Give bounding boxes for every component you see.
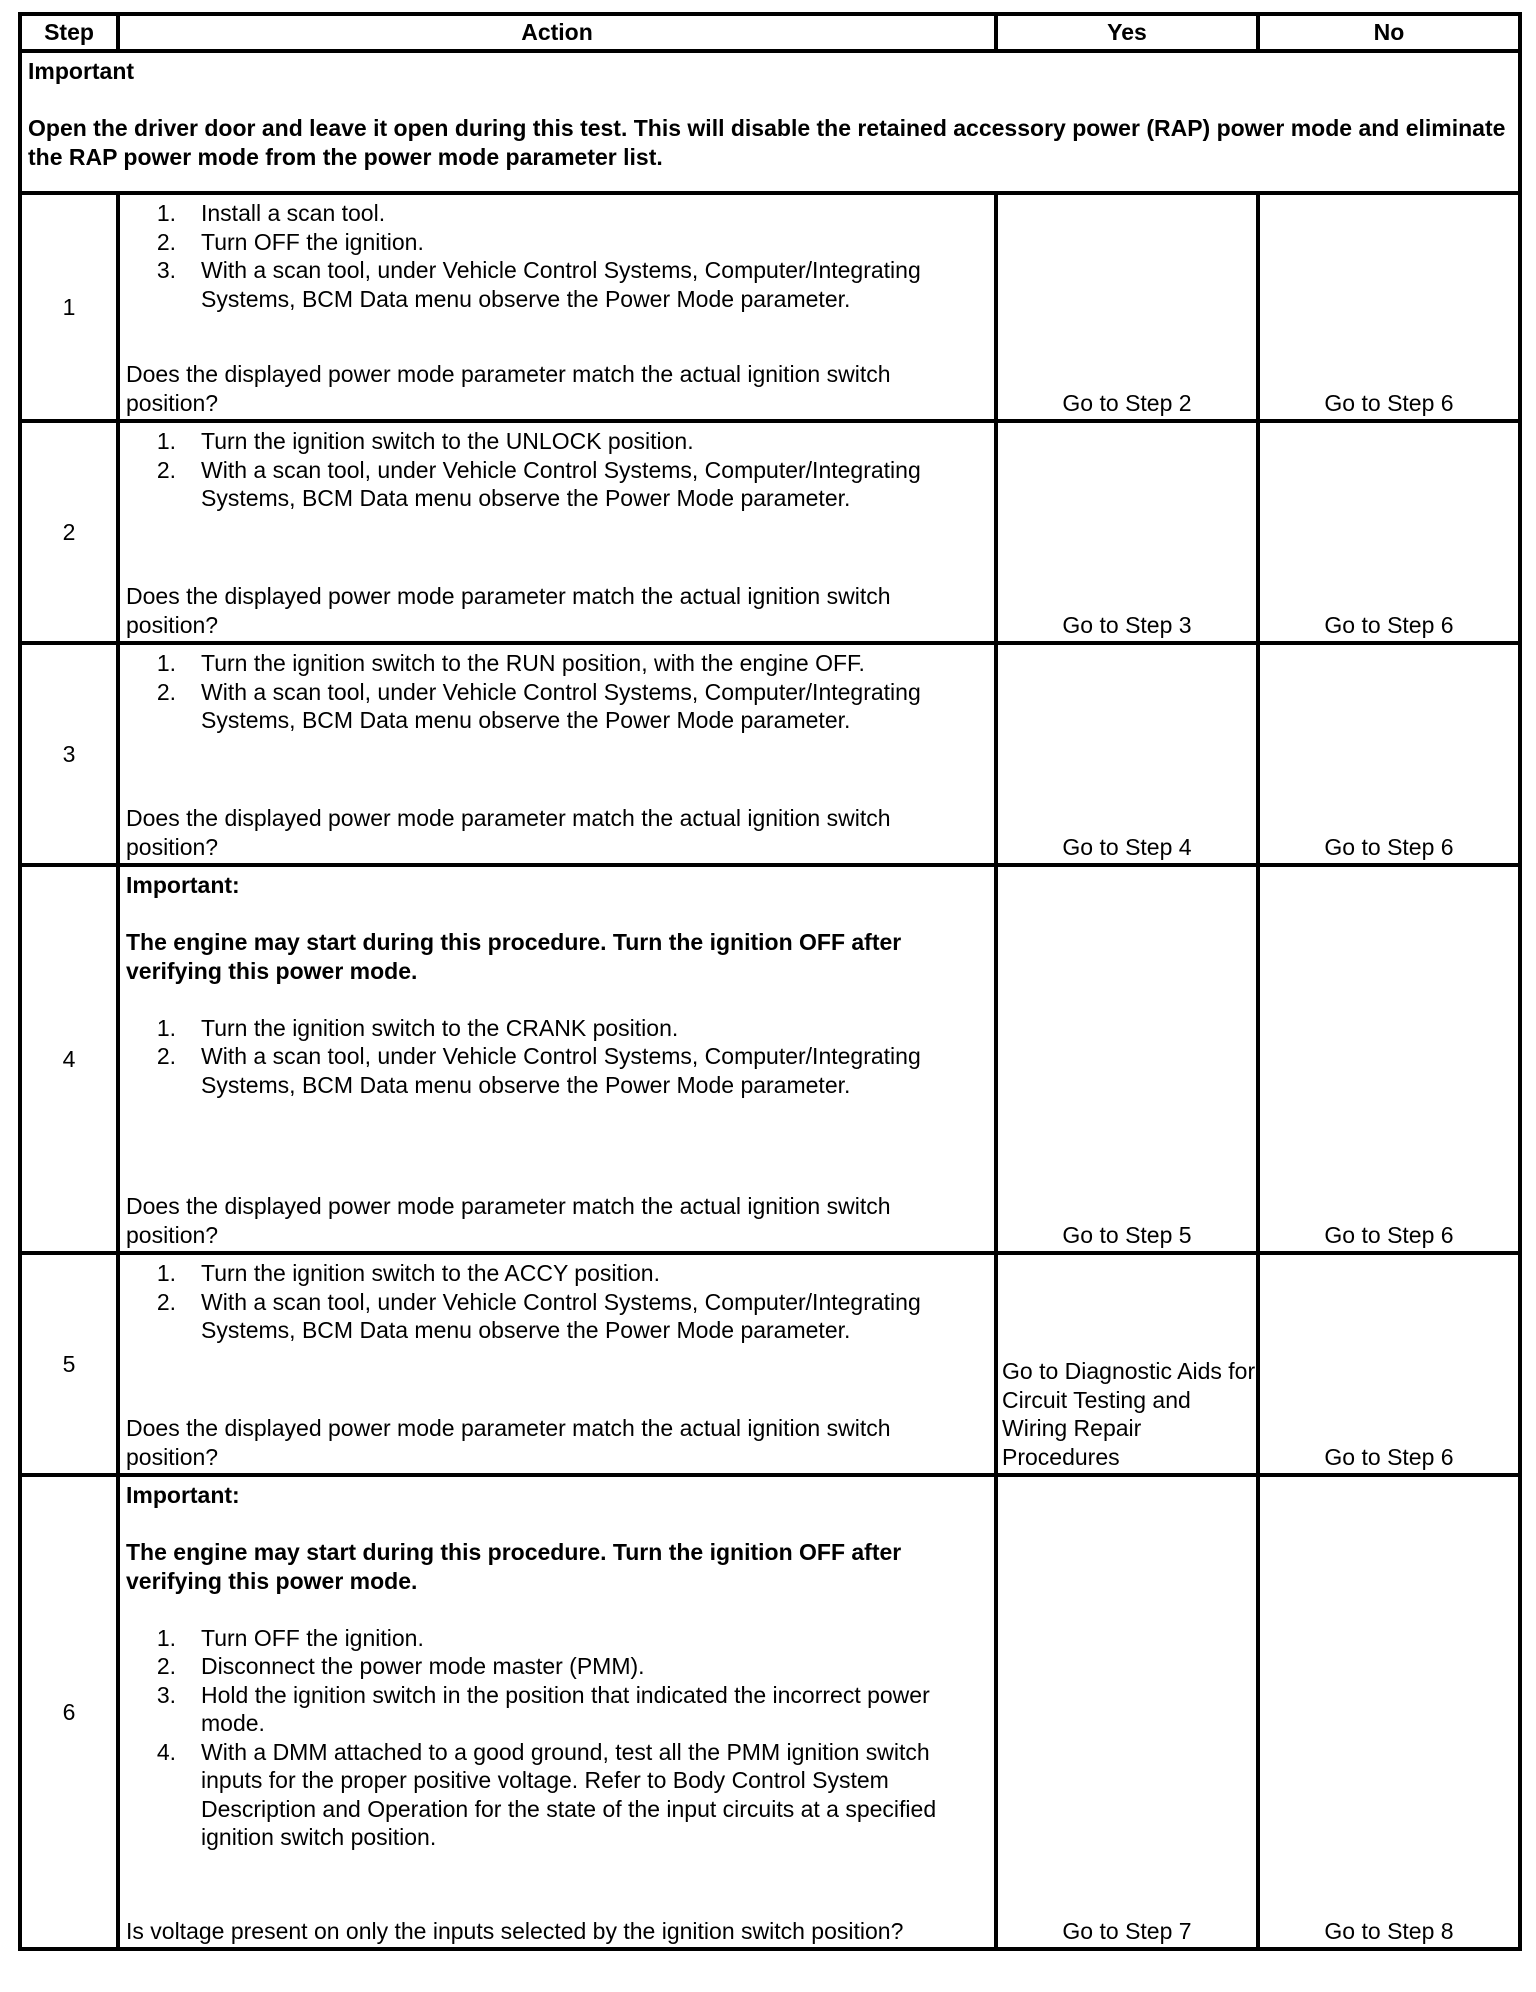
step-action bbox=[118, 193, 996, 421]
no-result: Go to Step 6 bbox=[1258, 643, 1520, 865]
no-result: Go to Step 6 bbox=[1258, 1253, 1520, 1475]
step-action bbox=[118, 1475, 996, 1949]
action-item: 1. Turn OFF the ignition. bbox=[156, 1624, 424, 1651]
action-item: 1. Turn the ignition switch to the CRANK position. bbox=[156, 1014, 679, 1041]
step-question: Does the displayed power mode parameter match the actual ignition switch position? bbox=[126, 805, 891, 860]
action-item: 1. Turn the ignition switch to the UNLOCK position. bbox=[156, 428, 694, 454]
important-title: Important: bbox=[126, 872, 240, 898]
step-row-3 bbox=[20, 643, 1520, 865]
step-number: 5 bbox=[20, 1253, 118, 1475]
action-item: 1. Install a scan tool. bbox=[156, 200, 386, 226]
diagnostic-table bbox=[18, 12, 1522, 1951]
action-item: 2. Turn OFF the ignition. bbox=[156, 228, 424, 255]
important-note-title: Important bbox=[28, 58, 135, 84]
yes-result: Go to Diagnostic Aids for Circuit Testing and Wiring Repair Procedures bbox=[996, 1253, 1258, 1475]
action-item: 1. Turn the ignition switch to the ACCY position. bbox=[156, 1260, 660, 1286]
step-number: 3 bbox=[20, 643, 118, 865]
step-row-4 bbox=[20, 865, 1520, 1253]
yes-result: Go to Step 7 bbox=[996, 1475, 1258, 1949]
step-question: Does the displayed power mode parameter match the actual ignition switch position? bbox=[126, 583, 891, 638]
step-number: 4 bbox=[20, 865, 118, 1253]
no-result: Go to Step 8 bbox=[1258, 1475, 1520, 1949]
important-title: Important: bbox=[126, 1482, 240, 1508]
step-number: 6 bbox=[20, 1475, 118, 1949]
action-item: 2. Disconnect the power mode master (PMM). bbox=[156, 1653, 645, 1679]
no-result: Go to Step 6 bbox=[1258, 193, 1520, 421]
header-action: Action bbox=[118, 14, 996, 51]
action-list bbox=[126, 1624, 988, 1852]
header-row bbox=[20, 14, 1520, 51]
action-item: 2. With a scan tool, under Vehicle Control Systems, Computer/Integrating Systems, BCM Data menu observe the Power Mode parameter. bbox=[156, 1288, 921, 1343]
action-item: 4. With a DMM attached to a good ground, test all the PMM ignition switch inputs for the proper positive voltage. Refer to Body Control System Description and Operation for the state of the input circuits at a specified ignition switch position. bbox=[156, 1738, 937, 1850]
important-text: The engine may start during this procedure. Turn the ignition OFF after verifying this power mode. bbox=[126, 1539, 902, 1594]
step-question: Does the displayed power mode parameter match the actual ignition switch position? bbox=[126, 1193, 891, 1248]
yes-result: Go to Step 5 bbox=[996, 865, 1258, 1253]
important-note-text: Open the driver door and leave it open during this test. This will disable the retained accessory power (RAP) power mode and eliminate the RAP power mode from the power mode parameter list. bbox=[28, 115, 1506, 170]
header-step: Step bbox=[20, 14, 118, 51]
action-item: 1. Turn the ignition switch to the RUN position, with the engine OFF. bbox=[156, 650, 865, 676]
step-question: Does the displayed power mode parameter match the actual ignition switch position? bbox=[126, 1415, 891, 1470]
action-item: 3. Hold the ignition switch in the position that indicated the incorrect power mode. bbox=[156, 1681, 930, 1736]
action-list bbox=[126, 427, 988, 513]
step-number: 1 bbox=[20, 193, 118, 421]
step-question: Is voltage present on only the inputs selected by the ignition switch position? bbox=[126, 1917, 904, 1944]
action-item: 2. With a scan tool, under Vehicle Control Systems, Computer/Integrating Systems, BCM Data menu observe the Power Mode parameter. bbox=[156, 1043, 921, 1098]
action-item: 2. With a scan tool, under Vehicle Control Systems, Computer/Integrating Systems, BCM Data menu observe the Power Mode parameter. bbox=[156, 678, 921, 733]
important-text: The engine may start during this procedure. Turn the ignition OFF after verifying this power mode. bbox=[126, 929, 902, 984]
header-no: No bbox=[1258, 14, 1520, 51]
step-action bbox=[118, 421, 996, 643]
no-result: Go to Step 6 bbox=[1258, 421, 1520, 643]
step-row-5 bbox=[20, 1253, 1520, 1475]
step-row-2 bbox=[20, 421, 1520, 643]
no-result: Go to Step 6 bbox=[1258, 865, 1520, 1253]
step-row-1 bbox=[20, 193, 1520, 421]
action-item: 2. With a scan tool, under Vehicle Control Systems, Computer/Integrating Systems, BCM Data menu observe the Power Mode parameter. bbox=[156, 456, 921, 511]
yes-result: Go to Step 3 bbox=[996, 421, 1258, 643]
step-action bbox=[118, 865, 996, 1253]
step-number: 2 bbox=[20, 421, 118, 643]
important-note bbox=[20, 51, 1520, 193]
step-action bbox=[118, 1253, 996, 1475]
important-note-row bbox=[20, 51, 1520, 193]
step-row-6 bbox=[20, 1475, 1520, 1949]
step-action bbox=[118, 643, 996, 865]
action-item: 3. With a scan tool, under Vehicle Control Systems, Computer/Integrating Systems, BCM Data menu observe the Power Mode parameter. bbox=[156, 257, 921, 312]
action-list bbox=[126, 649, 988, 735]
header-yes: Yes bbox=[996, 14, 1258, 51]
action-list bbox=[126, 1259, 988, 1345]
diagnostic-table-document bbox=[18, 12, 1518, 1951]
yes-result: Go to Step 2 bbox=[996, 193, 1258, 421]
action-list bbox=[126, 199, 988, 313]
action-list bbox=[126, 1014, 988, 1100]
step-question: Does the displayed power mode parameter match the actual ignition switch position? bbox=[126, 361, 891, 416]
yes-result: Go to Step 4 bbox=[996, 643, 1258, 865]
